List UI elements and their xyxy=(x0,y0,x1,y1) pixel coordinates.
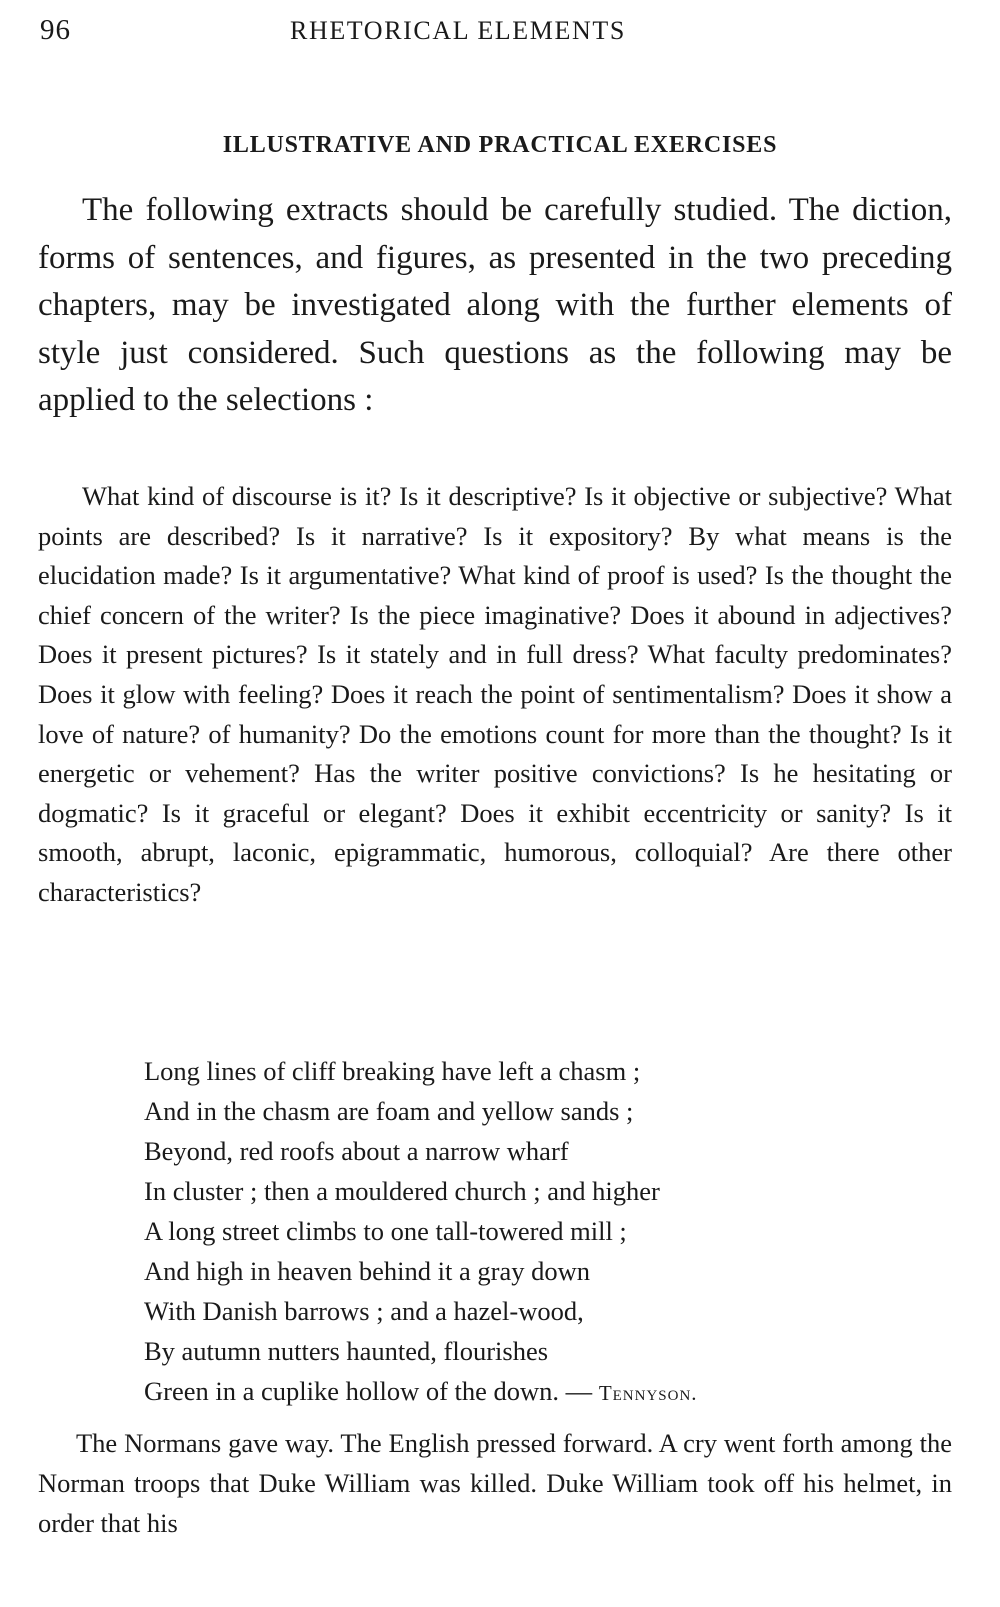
poem-line: By autumn nutters haunted, flourishes xyxy=(144,1336,549,1366)
page-number: 96 xyxy=(40,14,71,46)
running-title: RHETORICAL ELEMENTS xyxy=(290,16,626,45)
prose-extract: The Normans gave way. The English pressed forward. A cry went forth among the Norman troops that Duke William was killed. Duke William took off his helmet, in order that his xyxy=(38,1428,952,1538)
poem-line: In cluster ; then a mouldered church ; and higher xyxy=(144,1176,660,1206)
questions-paragraph: What kind of discourse is it? Is it descriptive? Is it objective or subjective? What points are described? Is it narrative? Is it expository? By what means is the elucidation made? Is it argumentative? What kind of proof is used? Is the thought the chief concern of the writer? Is the piece imaginative? Does it abound in adjectives? Does it present pictures? Is it stately and in full dress? What faculty predominates? Does it glow with feeling? Does it reach the point of sentimentalism? Does it show a love of nature? of humanity? Do the emotions count for more than the thought? Is it energetic or vehement? Has the writer positive convictions? Is he hesitating or dogmatic? Is it graceful or elegant? Does it exhibit eccentricity or sanity? Is it smooth, abrupt, laconic, epigrammatic, humorous, colloquial? Are there other characteristics? xyxy=(38,481,952,907)
running-head xyxy=(38,14,952,58)
poem-last-line xyxy=(144,1371,952,1413)
intro-paragraph: The following extracts should be carefully studied. The diction, forms of sentences, and figures, as presented in the two preceding chapters, may be investigated along with the further elements of style just considered. Such questions as the following may be applied to the selections : xyxy=(38,192,952,418)
poem-line-text: Green in a cuplike hollow of the down. — xyxy=(144,1376,599,1406)
poem-line: With Danish barrows ; and a hazel-wood, xyxy=(144,1296,584,1326)
poem-line: And in the chasm are foam and yellow sands ; xyxy=(144,1096,634,1126)
poem-attribution: Tennyson. xyxy=(598,1381,698,1405)
poem-line: A long street climbs to one tall-towered mill ; xyxy=(144,1216,627,1246)
poem-extract xyxy=(144,1051,952,1413)
section-heading: ILLUSTRATIVE AND PRACTICAL EXERCISES xyxy=(222,132,778,158)
poem-line: Beyond, red roofs about a narrow wharf xyxy=(144,1136,569,1166)
poem-line: Long lines of cliff breaking have left a chasm ; xyxy=(144,1056,641,1086)
poem-line: And high in heaven behind it a gray down xyxy=(144,1256,590,1286)
book-page xyxy=(38,0,952,1607)
